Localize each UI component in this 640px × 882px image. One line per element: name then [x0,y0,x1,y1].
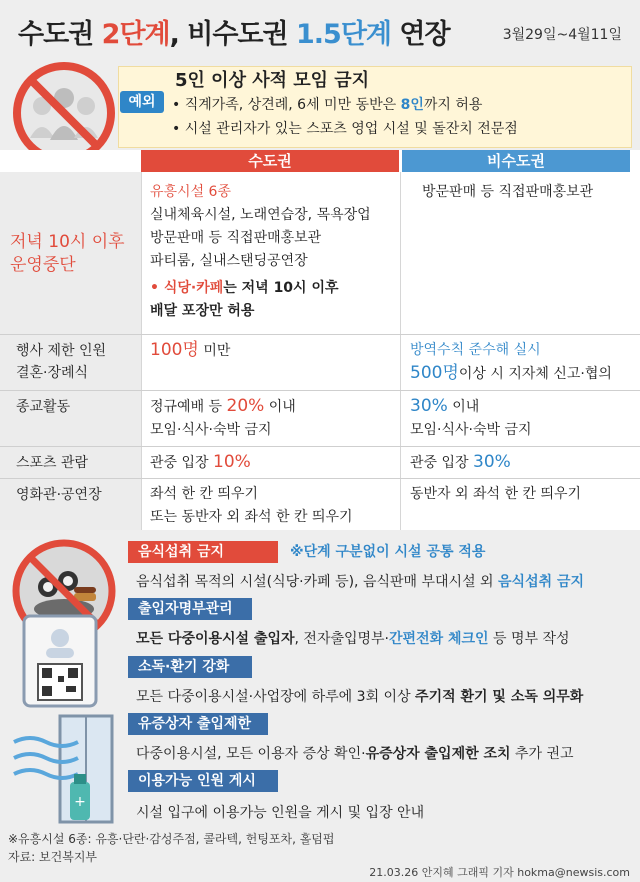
ventilation-icon [8,712,118,830]
credit: 21.03.26 안지혜 그래픽 기자 hokma@newsis.com [369,866,630,879]
row3-label: 종교활동 [16,399,71,415]
divider [141,172,142,530]
svg-text:+: + [74,794,86,810]
row2-label: 행사 제한 인원 결혼·장례식 [16,343,107,381]
common-note: ※단계 구분없이 시설 공통 적용 [290,544,486,560]
row1-noncapital: 방문판매 등 직접판매홍보관 [422,184,594,200]
row1-label: 저녁 10시 이후 운영중단 [10,232,125,275]
divider [0,478,640,479]
header [0,0,640,58]
measure-title-capacity: 이용가능 인원 게시 [128,770,278,792]
measure-desc-disinfection: 모든 다중이용시설·사업장에 하루에 3회 이상 주기적 환기 및 소독 의무화 [136,689,584,705]
measure-desc-capacity: 시설 입구에 이용가능 인원을 게시 및 입장 안내 [136,805,425,821]
measure-title-symptom: 유증상자 출입제한 [128,713,268,735]
exception-line-2: • 시설 관리자가 있는 스포츠 영업 시설 및 돌잔치 전문점 [172,121,518,137]
measure-desc-visitor-log: 모든 다중이용시설 출입자, 전자출입명부·간편전화 체크인 등 명부 작성 [136,631,570,647]
measure-desc-symptom: 다중이용시설, 모든 이용자 증상 확인·유증상자 출입제한 조치 추가 권고 [136,746,574,762]
source: 자료: 보건복지부 [8,850,98,864]
capital-column-header: 수도권 [141,150,399,172]
row4-label: 스포츠 관람 [16,455,89,471]
qr-checkin-icon [18,612,110,710]
rule-title: 5인 이상 사적 모임 금지 [175,70,370,91]
row3-capital: 정규예배 등 20% 이내 모임·식사·숙박 금지 [150,396,296,438]
row4-capital: 관중 입장 10% [150,452,251,472]
measure-title-visitor-log: 출입자명부관리 [128,598,252,620]
divider [400,172,401,530]
measure-desc-food: 음식섭취 목적의 시설(식당·카페 등), 음식판매 부대시설 외 음식섭취 금지 [136,574,585,590]
measure-title-food: 음식섭취 금지 [128,541,278,563]
divider [0,446,640,447]
divider [0,334,640,335]
date-range: 3월29일~4월11일 [502,27,622,43]
noncapital-column-header: 비수도권 [402,150,630,172]
row1-capital: 유흥시설 6종 실내체육시설, 노래연습장, 목욕장업 방문판매 등 직접판매홍보관 파티룸, 실내스탠딩공연장 • 식당·카페는 저녁 10시 이후 배달 포장만 허용 [150,184,371,319]
row2-noncapital: 방역수칙 준수해 실시 500명이상 시 지자체 신고·협의 [410,342,612,383]
exception-line-1: • 직계가족, 상견례, 6세 미만 동반은 8인까지 허용 [172,97,483,113]
row4-noncapital: 관중 입장 30% [410,452,511,472]
measure-title-disinfection: 소독·환기 강화 [128,656,252,678]
row5-capital: 좌석 한 칸 띄우기 또는 동반자 외 좌석 한 칸 띄우기 [150,486,353,525]
footnote: ※유흥시설 6종: 유흥·단란·감성주점, 콜라텍, 헌팅포차, 홀덤펍 [8,832,335,846]
row2-capital: 100명 미만 [150,340,231,360]
row5-noncapital: 동반자 외 좌석 한 칸 띄우기 [410,486,582,502]
divider [0,390,640,391]
row5-label: 영화관·공연장 [16,487,102,503]
exception-badge: 예외 [120,91,164,113]
row3-noncapital: 30% 이내 모임·식사·숙박 금지 [410,396,532,438]
page-title: 수도권 2단계, 비수도권 1.5단계 연장 [18,19,450,50]
